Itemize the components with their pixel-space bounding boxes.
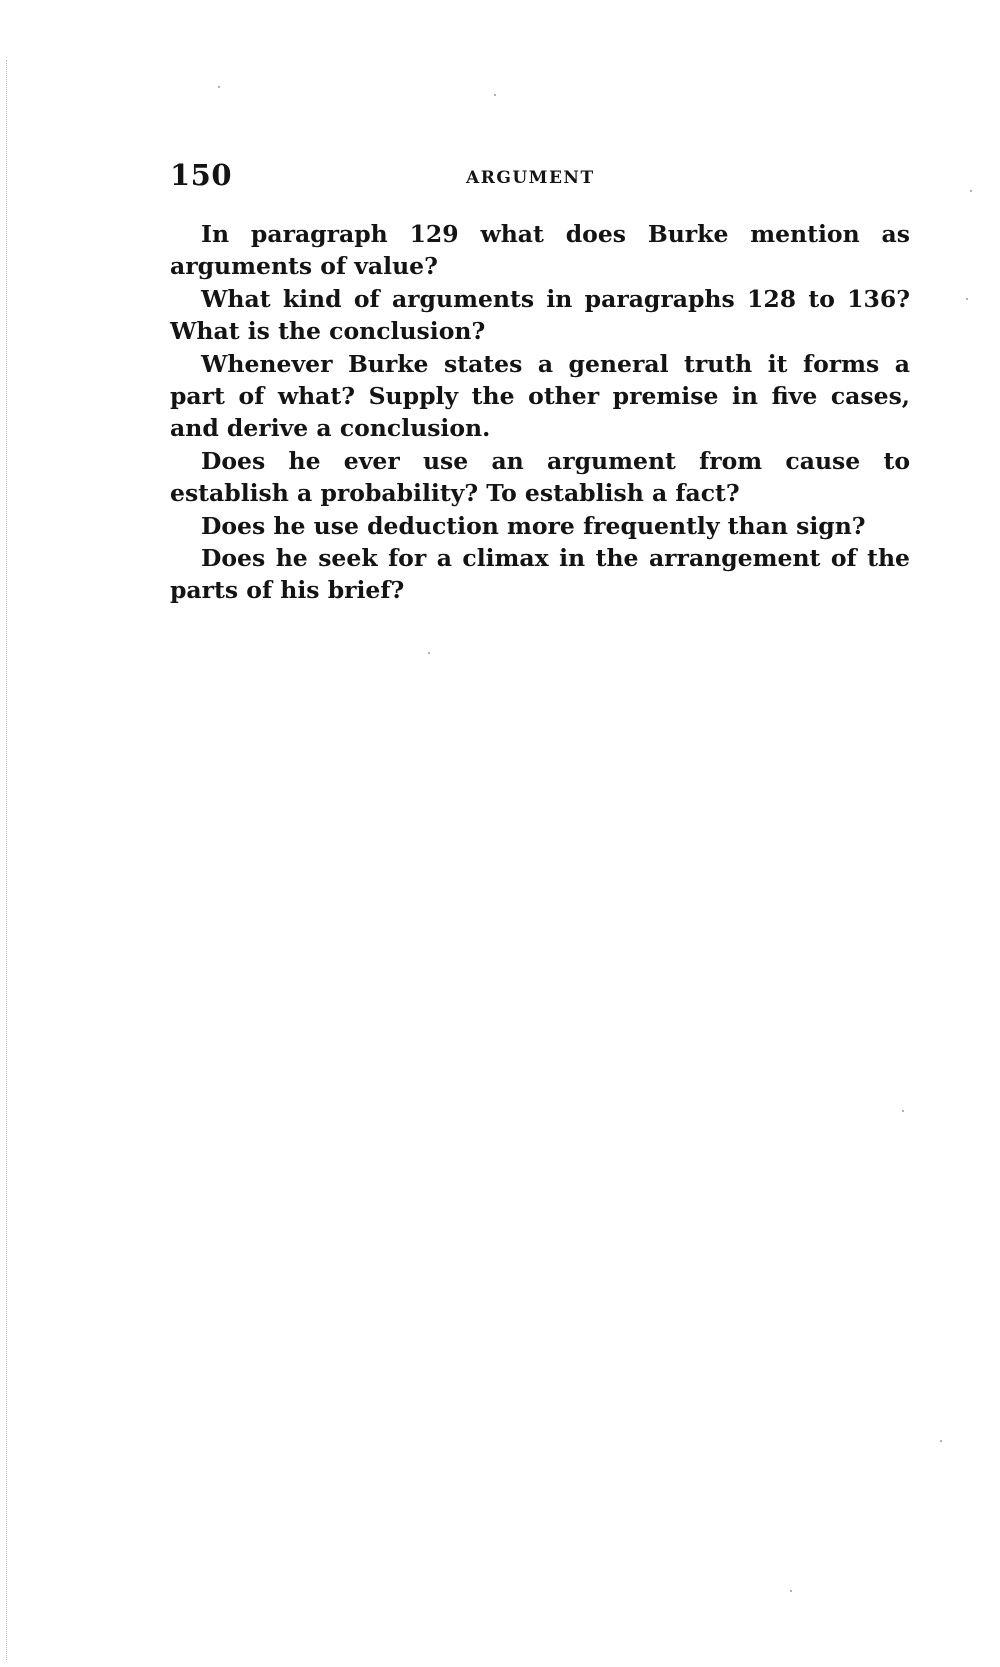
paragraph: Does he ever use an argument from cause to establish a probability? To establish a fact?	[170, 446, 910, 508]
paragraph: What kind of arguments in paragraphs 128 to 136? What is the conclusion?	[170, 284, 910, 346]
scan-speck	[966, 298, 968, 300]
running-title: ARGUMENT	[466, 168, 595, 188]
scan-speck	[218, 86, 220, 88]
scan-speck	[970, 190, 972, 192]
page-edge-binding	[6, 60, 9, 1660]
scan-speck	[940, 1440, 942, 1442]
scan-speck	[902, 1110, 904, 1112]
paragraph: In paragraph 129 what does Burke mention as arguments of value?	[170, 220, 910, 281]
paragraph: Does he use deduction more frequently than sign?	[201, 511, 866, 540]
scan-speck	[428, 652, 430, 654]
body-text	[170, 218, 910, 607]
paragraph: Does he seek for a climax in the arrangement of the parts of his brief?	[170, 544, 910, 605]
page-number: 150	[170, 158, 233, 192]
scan-speck	[494, 94, 496, 96]
page-header	[170, 158, 910, 198]
scan-speck	[790, 1590, 792, 1592]
paragraph: Whenever Burke states a general truth it forms a part of what? Supply the other premise in five cases, and derive a conclusion.	[170, 349, 910, 443]
